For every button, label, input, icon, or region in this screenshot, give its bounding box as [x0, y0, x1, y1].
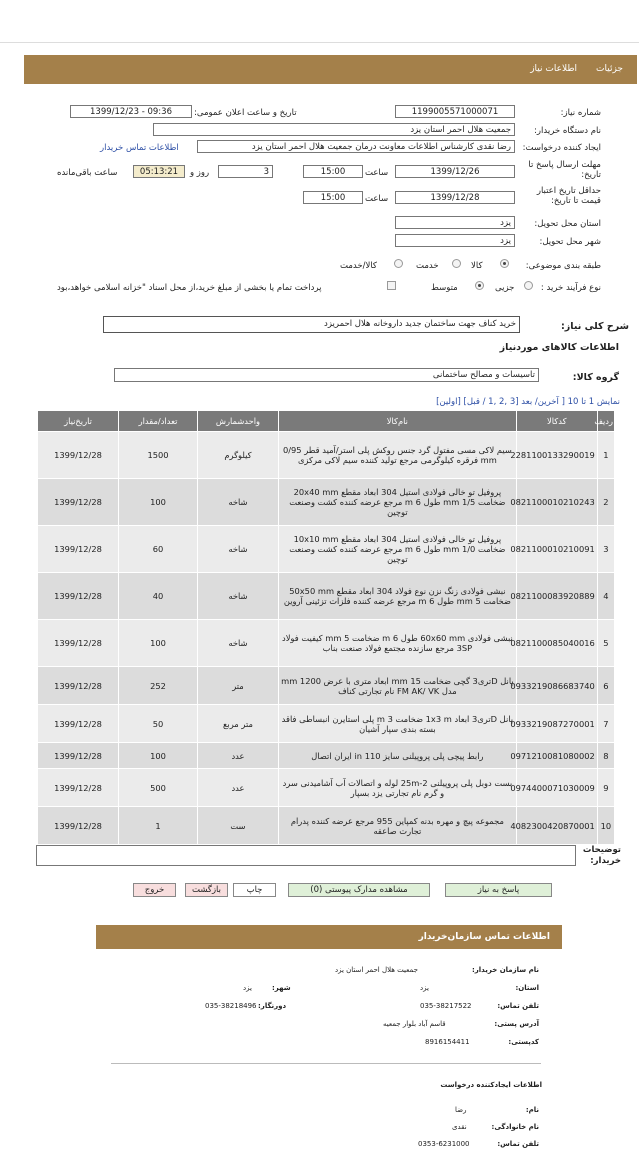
item-need-date: 1399/12/28	[38, 769, 119, 807]
table-header-row	[38, 411, 615, 432]
remaining-label: ساعت باقی‌مانده	[57, 168, 118, 178]
contact-phone-value: 035-38217522	[420, 1002, 472, 1010]
contact-city-value: یزد	[243, 984, 252, 992]
creator-label: ایجاد کننده درخواست:	[522, 143, 601, 153]
contact-org-value: جمعیت هلال احمر استان یزد	[335, 966, 418, 974]
city-label: شهر محل تحویل:	[539, 237, 601, 247]
row-number: 10	[597, 807, 614, 845]
announce-datetime-field: 1399/12/23 - 09:36	[70, 105, 192, 118]
row-number: 3	[597, 526, 614, 573]
process-label: نوع فرآیند خرید :	[540, 283, 601, 293]
item-name: پانل Dتری3 ابعاد 1x3 m ضخامت 3 m پلی استایرن انبساطی فاقد بسته بندی سپار آشیان	[278, 705, 516, 743]
deadline-time-field: 15:00	[303, 165, 363, 178]
item-unit: شاخه	[197, 620, 278, 667]
summary-field: خرید کناف جهت ساختمان جدید داروخانه هلال احمریزد	[103, 316, 520, 333]
item-unit: شاخه	[197, 479, 278, 526]
item-code: 4082300420870001	[516, 807, 597, 845]
contact-city-label: شهر:	[272, 984, 291, 992]
item-quantity: 50	[119, 705, 198, 743]
item-quantity: 500	[119, 769, 198, 807]
item-code: 2281100133290019	[516, 432, 597, 479]
creator-family-label: نام خانوادگی:	[491, 1123, 539, 1131]
item-need-date: 1399/12/28	[38, 573, 119, 620]
row-number: 5	[597, 620, 614, 667]
creator-phone-value: 0353-6231000	[418, 1140, 470, 1148]
contact-section-title: اطلاعات تماس سازمان‌خریدار	[418, 932, 550, 942]
col-row-number: ردیف	[597, 411, 614, 432]
item-name: پانل Dتری3 گچی ضخامت 15 mm ابعاد متری با عرض 1200 mm مدل FM AK/ VK نام تجارتی کناف	[278, 667, 516, 705]
exit-button[interactable]: خروج	[133, 883, 176, 897]
table-row	[38, 807, 615, 845]
goods-section-title: اطلاعات کالاهای موردنیاز	[499, 342, 619, 353]
table-row	[38, 705, 615, 743]
row-number: 6	[597, 667, 614, 705]
item-need-date: 1399/12/28	[38, 432, 119, 479]
item-name: پروفیل تو خالی فولادی استیل 304 ابعاد مقطع 20x40 mm ضخامت 1/5 mm طول 6 m مرجع عرضه کننده کشت وصنعت توچین	[278, 479, 516, 526]
treasury-checkbox[interactable]	[387, 281, 396, 290]
item-code: 0821100010210243	[516, 479, 597, 526]
buyer-notes-field	[36, 845, 576, 866]
table-row	[38, 743, 615, 769]
price-validity-date-field: 1399/12/28	[395, 191, 515, 204]
contact-fax-value: 035-38218496	[205, 1002, 257, 1010]
radio-service[interactable]	[452, 259, 461, 268]
reply-button[interactable]: پاسخ به نیاز	[445, 883, 552, 897]
buyer-notes-label: توضیحات خریدار:	[582, 845, 621, 866]
item-need-date: 1399/12/28	[38, 743, 119, 769]
item-need-date: 1399/12/28	[38, 705, 119, 743]
radio-partial-label: جزیی	[495, 283, 515, 293]
item-code: 0974400071030009	[516, 769, 597, 807]
item-need-date: 1399/12/28	[38, 526, 119, 573]
row-number: 1	[597, 432, 614, 479]
need-number-field: 1199005571000071	[395, 105, 515, 118]
contact-province-label: استان:	[515, 984, 539, 992]
table-row	[38, 432, 615, 479]
contact-fax-label: دورنگار:	[258, 1002, 287, 1010]
creator-family-value: نقدی	[452, 1123, 467, 1131]
contact-section-header	[96, 925, 562, 949]
item-code: 0821100085040016	[516, 620, 597, 667]
radio-medium[interactable]	[475, 281, 484, 290]
row-number: 4	[597, 573, 614, 620]
table-row	[38, 667, 615, 705]
col-item-name: نام‌کالا	[278, 411, 516, 432]
deadline-time-label: ساعت	[365, 168, 389, 178]
item-code: 0821100010210091	[516, 526, 597, 573]
days-field: 3	[218, 165, 273, 178]
item-code: 0971210081080002	[516, 743, 597, 769]
buyer-org-label: نام دستگاه خریدار:	[534, 126, 601, 136]
item-quantity: 100	[119, 743, 198, 769]
item-name: نبشی فولادی زنگ نزن نوع فولاد 304 ابعاد مقطع 50x50 mm ضخامت 5 mm طول 6 m مرجع عرضه کننده فلزات تزئینی آروین	[278, 573, 516, 620]
contact-address-value: قاسم آباد بلوار جمعیه	[383, 1020, 446, 1028]
tab-details[interactable]: جزئیات	[596, 64, 623, 74]
need-number-label: شماره نیاز:	[560, 108, 601, 118]
item-name: نبشی فولادی 60x60 mm طول 6 m ضخامت 5 mm کیفیت فولاد 3SP مرجع سازنده مجتمع فولاد صنعت بناب	[278, 620, 516, 667]
contact-province-value: یزد	[420, 984, 429, 992]
radio-goods-service-label: کالا/خدمت	[340, 261, 377, 271]
col-quantity: تعداد/مقدار	[119, 411, 198, 432]
item-unit: عدد	[197, 743, 278, 769]
row-number: 9	[597, 769, 614, 807]
item-unit: متر مربع	[197, 705, 278, 743]
category-label: طبقه بندی موضوعی:	[525, 261, 601, 271]
radio-goods[interactable]	[500, 259, 509, 268]
item-unit: کیلوگرم	[197, 432, 278, 479]
price-validity-time-field: 15:00	[303, 191, 363, 204]
row-number: 7	[597, 705, 614, 743]
contact-divider	[111, 1063, 541, 1064]
radio-medium-label: متوسط	[431, 283, 458, 293]
contact-phone-label: تلفن تماس:	[497, 1002, 539, 1010]
table-row	[38, 526, 615, 573]
item-code: 0821100083920889	[516, 573, 597, 620]
item-unit: شاخه	[197, 526, 278, 573]
item-need-date: 1399/12/28	[38, 807, 119, 845]
creator-name-label: نام:	[525, 1106, 539, 1114]
radio-goods-service[interactable]	[394, 259, 403, 268]
print-button[interactable]: چاپ	[233, 883, 276, 897]
browser-top-area	[0, 0, 639, 43]
back-button[interactable]: بازگشت	[185, 883, 228, 897]
item-quantity: 100	[119, 620, 198, 667]
table-row	[38, 620, 615, 667]
contact-org-label: نام سازمان خریدار:	[471, 966, 539, 974]
item-name: مجموعه پیچ و مهره بدنه کمپاین 955 مرجع عرضه کننده پدرام تجارت صاعقه	[278, 807, 516, 845]
table-row	[38, 769, 615, 807]
item-quantity: 40	[119, 573, 198, 620]
item-unit: شاخه	[197, 573, 278, 620]
deadline-label: مهلت ارسال پاسخ تا تاریخ:	[528, 160, 601, 180]
col-unit: واحدشمارش	[197, 411, 278, 432]
item-need-date: 1399/12/28	[38, 479, 119, 526]
contact-address-label: آدرس پستی:	[494, 1020, 539, 1028]
price-validity-label: حداقل تاریخ اعتبار قیمت تا تاریخ:	[536, 186, 601, 206]
item-name: پروفیل تو خالی فولادی استیل 304 ابعاد مقطع 10x10 mm ضخامت 1/0 mm طول 6 m مرجع عرضه کننده کشت وصنعت توچین	[278, 526, 516, 573]
goods-table	[37, 410, 615, 845]
contact-postal-value: 8916154411	[425, 1038, 470, 1046]
item-name: سیم لاکی مسی مفتول گرد جنس روکش پلی استر/آمید قطر 0/95 mm فرقره کیلوگرمی مرجع تولید کننده سیم لاکی مرکزی	[278, 432, 516, 479]
goods-group-label: گروه کالا:	[572, 372, 619, 383]
goods-group-field: تاسیسات و مصالح ساختمانی	[114, 368, 539, 382]
creator-info-title: اطلاعات ایجادکننده درخواست	[440, 1081, 542, 1089]
creator-phone-label: تلفن تماس:	[497, 1140, 539, 1148]
attachments-button[interactable]: مشاهده مدارک پیوستی (0)	[288, 883, 430, 897]
row-number: 2	[597, 479, 614, 526]
item-unit: متر	[197, 667, 278, 705]
page-header-bar	[24, 55, 637, 84]
announce-label: تاریخ و ساعت اعلان عمومی:	[194, 108, 297, 118]
item-code: 0933219087270001	[516, 705, 597, 743]
tab-need-info[interactable]: اطلاعات نیاز	[530, 64, 577, 74]
radio-partial[interactable]	[524, 281, 533, 290]
creator-field: رضا نقدی کارشناس اطلاعات معاونت درمان جمعیت هلال احمر استان یزد	[197, 140, 515, 153]
item-quantity: 252	[119, 667, 198, 705]
col-need-date: تاریخ‌نیاز	[38, 411, 119, 432]
table-row	[38, 573, 615, 620]
deadline-date-field: 1399/12/26	[395, 165, 515, 178]
item-code: 0933219086683740	[516, 667, 597, 705]
summary-label: شرح کلی نیاز:	[560, 321, 629, 332]
radio-service-label: خدمت	[416, 261, 439, 271]
buyer-org-field: جمعیت هلال احمر استان یزد	[153, 123, 515, 136]
item-unit: ست	[197, 807, 278, 845]
city-field: یزد	[395, 234, 515, 247]
item-quantity: 100	[119, 479, 198, 526]
item-name: رابط پیچی پلی پروپیلنی سایز 110 in ایران اتصال	[278, 743, 516, 769]
item-unit: عدد	[197, 769, 278, 807]
radio-goods-label: کالا	[471, 261, 483, 271]
item-quantity: 1500	[119, 432, 198, 479]
item-quantity: 60	[119, 526, 198, 573]
buyer-contact-link[interactable]: اطلاعات تماس خریدار	[100, 143, 179, 153]
creator-name-value: رضا	[455, 1106, 467, 1114]
table-row	[38, 479, 615, 526]
col-item-code: کدکالا	[516, 411, 597, 432]
item-name: بست دوبل پلی پروپیلنی 2-25m لوله و اتصالات آب آشامیدنی سرد و گرم نام تجارتی یزد بسپار	[278, 769, 516, 807]
day-label: روز و	[190, 168, 210, 178]
item-need-date: 1399/12/28	[38, 667, 119, 705]
province-field: یزد	[395, 216, 515, 229]
remaining-time-field: 05:13:21	[133, 165, 185, 178]
price-validity-time-label: ساعت	[365, 194, 389, 204]
item-need-date: 1399/12/28	[38, 620, 119, 667]
pagination[interactable]: نمایش 1 تا 10 [ آخرین/ بعد [3 ,2 ,1 / قبل] [اولین]	[436, 397, 620, 407]
row-number: 8	[597, 743, 614, 769]
province-label: استان محل تحویل:	[534, 219, 601, 229]
payment-note: پرداخت تمام یا بخشی از مبلغ خرید،از محل اسناد "خزانه اسلامی خواهد،بود	[57, 283, 322, 293]
item-quantity: 1	[119, 807, 198, 845]
contact-postal-label: کدپستی:	[508, 1038, 539, 1046]
